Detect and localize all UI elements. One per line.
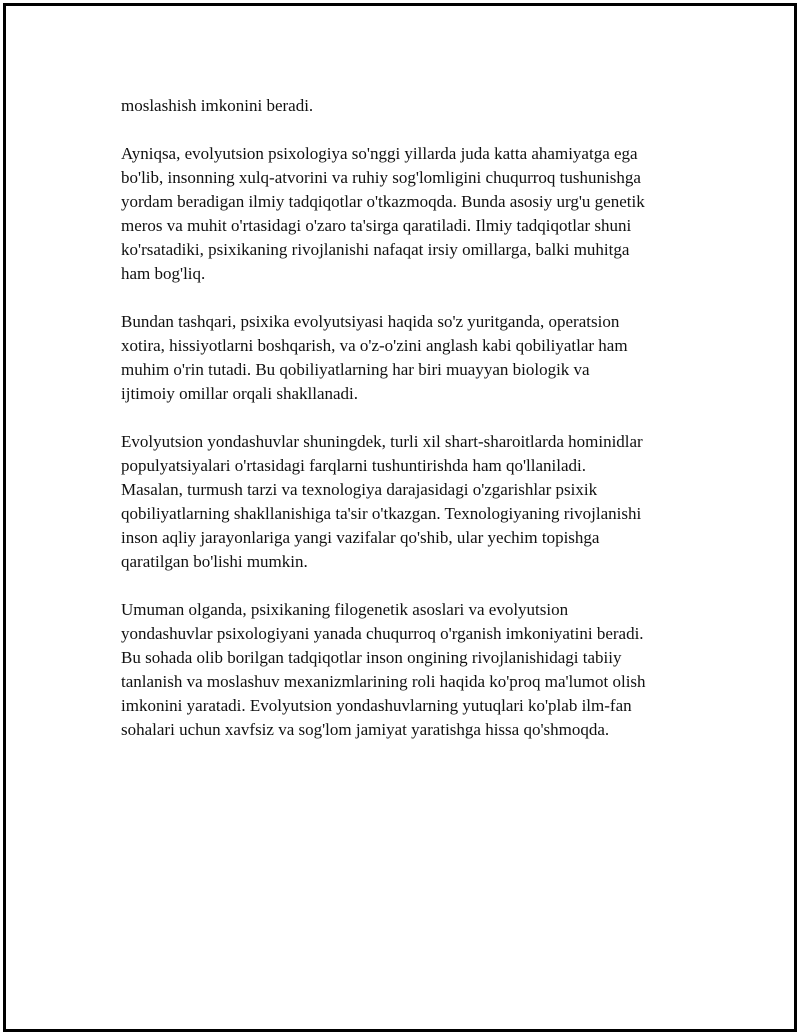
page-frame xyxy=(3,3,797,1032)
paragraph-2: Ayniqsa, evolyutsion psixologiya so'nggi yillarda juda katta ahamiyatga ega bo'lib, insonning xulq-atvorini va ruhiy sog'lomligini chuqurroq tushunishga yordam beradigan ilmiy tadqiqotlar o'tkazmoqda. Bunda asosiy urg'u genetik meros va muhit o'rtasidagi o'zaro ta'sirga qaratiladi. Ilmiy tadqiqotlar shuni ko'rsatadiki, psixikaning rivojlanishi nafaqat irsiy omillarga, balki muhitga ham bog'liq. xyxy=(121,144,645,283)
document-body xyxy=(121,94,701,766)
paragraph-4: Evolyutsion yondashuvlar shuningdek, turli xil shart-sharoitlarda hominidlar populyatsiyalari o'rtasidagi farqlarni tushuntirishda ham qo'llaniladi. Masalan, turmush tarzi va texnologiya darajasidagi o'zgarishlar psixik qobiliyatlarning shakllanishiga ta'sir o'tkazgan. Texnologiyaning rivojlanishi inson aqliy jarayonlariga yangi vazifalar qo'shib, ular yechim topishga qaratilgan bo'lishi mumkin. xyxy=(121,432,643,571)
paragraph-3: Bundan tashqari, psixika evolyutsiyasi haqida so'z yuritganda, operatsion xotira, hissiyotlarni boshqarish, va o'z-o'zini anglash kabi qobiliyatlar ham muhim o'rin tutadi. Bu qobiliyatlarning har biri muayyan biologik va ijtimoiy omillar orqali shakllanadi. xyxy=(121,312,628,403)
paragraph-5: Umuman olganda, psixikaning filogenetik asoslari va evolyutsion yondashuvlar psixologiyani yanada chuqurroq o'rganish imkoniyatini beradi. Bu sohada olib borilgan tadqiqotlar inson ongining rivojlanishidagi tabiiy tanlanish va moslashuv mexanizmlarining roli haqida ko'proq ma'lumot olish imkonini yaratadi. Evolyutsion yondashuvlarning yutuqlari ko'plab ilm-fan sohalari uchun xavfsiz va sog'lom jamiyat yaratishga hissa qo'shmoqda. xyxy=(121,600,646,739)
paragraph-1: moslashish imkonini beradi. xyxy=(121,96,314,115)
